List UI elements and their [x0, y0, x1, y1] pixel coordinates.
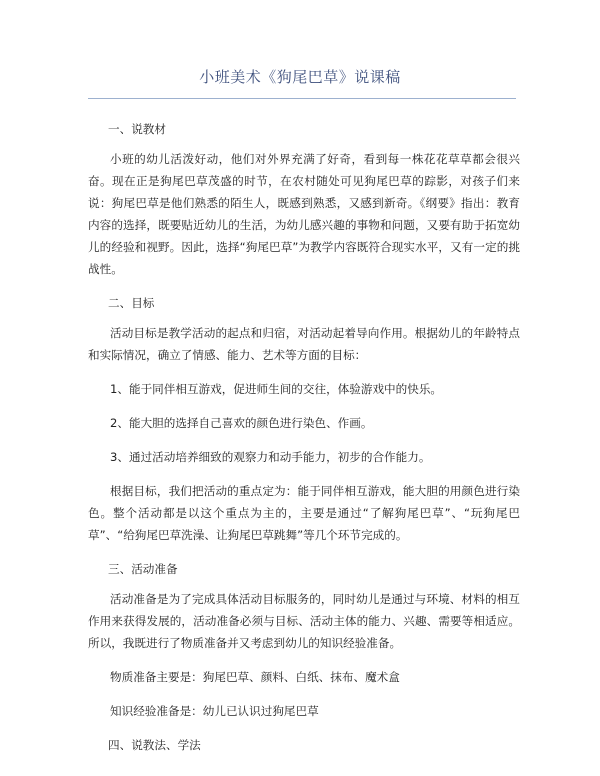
section-3-paragraph: 活动准备是为了完成具体活动目标服务的，同时幼儿是通过与环境、材料的相互作用来获得发展的，活动准备必须与目标、活动主体的能力、兴趣、需要等相适应。所以，我既进行了物质准备并又考虑到幼儿的知识经验准备。 [88, 592, 520, 650]
goal-item-2: 2、能大胆的选择自己喜欢的颜色进行染色、作画。 [110, 416, 373, 430]
title-divider [88, 98, 516, 99]
goal-item-3: 3、通过活动培养细致的观察力和动手能力，初步的合作能力。 [110, 450, 431, 464]
section-heading-2: 二、目标 [108, 296, 155, 310]
section-2-paragraph-1: 活动目标是教学活动的起点和归宿，对活动起着导向作用。根据幼儿的年龄特点和实际情况，确立了情感、能力、艺术等方面的目标： [88, 326, 520, 362]
section-heading-4: 四、说教法、学法 [108, 738, 201, 752]
section-2-paragraph-2: 根据目标，我们把活动的重点定为：能于同伴相互游戏，能大胆的用颜色进行染色。整个活动都是以这个重点为主的，主要是通过“了解狗尾巴草”、“玩狗尾巴草”、“给狗尾巴草洗澡、让狗尾巴草跳舞”等几个环节完成的。 [88, 484, 520, 542]
material-preparation: 物质准备主要是：狗尾巴草、颜料、白纸、抹布、魔术盒 [110, 670, 400, 684]
goal-item-1: 1、能于同伴相互游戏，促进师生间的交往，体验游戏中的快乐。 [110, 382, 443, 396]
knowledge-preparation: 知识经验准备是：幼儿已认识过狗尾巴草 [110, 704, 319, 718]
section-1-paragraph: 小班的幼儿活泼好动，他们对外界充满了好奇，看到每一株花花草草都会很兴奋。现在正是狗尾巴草茂盛的时节，在农村随处可见狗尾巴草的踪影，对孩子们来说：狗尾巴草是他们熟悉的陌生人，既感到熟悉，又感到新奇。《纲要》指出：教育内容的选择，既要贴近幼儿的生活，为幼儿感兴趣的事物和问题，又要有助于拓宽幼儿的经验和视野。因此，选择“狗尾巴草”为教学内容既符合现实水平，又有一定的挑战性。 [88, 152, 520, 276]
document-body [88, 110, 520, 764]
document-title: 小班美术《狗尾巴草》说课稿 [199, 68, 401, 86]
section-heading-1: 一、说教材 [108, 122, 166, 136]
section-heading-3: 三、活动准备 [108, 562, 178, 576]
